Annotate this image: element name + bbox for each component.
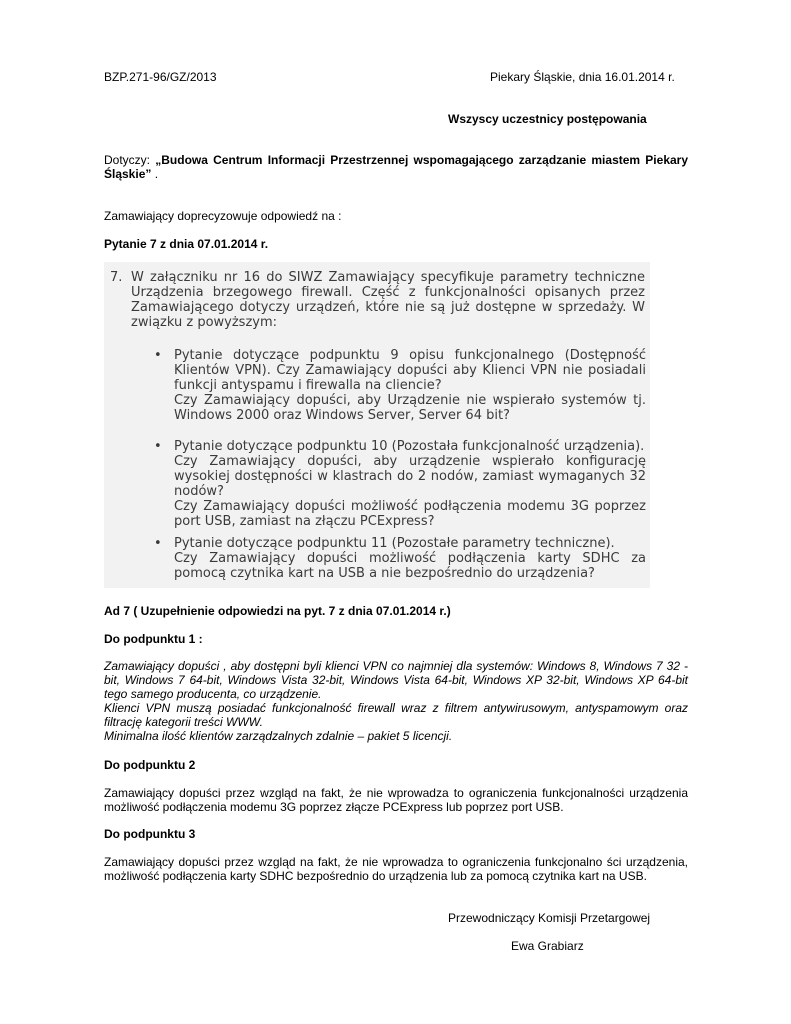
answer-heading: Ad 7 ( Uzupełnienie odpowiedzi na pyt. 7 z dnia 07.01.2014 r.) xyxy=(104,604,451,618)
subpoint-1-para-1: Zamawiający dopuści , aby dostępni byli klienci VPN co najmniej dla systemów: Windows 8, Windows 7 32 -bit, Windows 7 64-bit, Windows Vista 32-bit, Windows Vista 64-bit, Windows XP 32-bit, Windows XP 64-bit tego samego producenta, co urządzenie. xyxy=(104,659,688,701)
scan-item-1-lead: Pytanie dotyczące podpunktu 9 opisu funkcjonalnego (Dostępność Klientów VPN). Czy Zamawiający dopuści aby Klienci VPN nie posiadali funkcji antyspamu i firewalla na cliencie? xyxy=(174,348,646,393)
intro-text: Zamawiający doprecyzowuje odpowiedź na : xyxy=(104,209,342,223)
subject-title: „Budowa Centrum Informacji Przestrzennej wspomagającego zarządzanie miastem Piekary Śląskie” xyxy=(104,153,689,181)
bullet-icon: • xyxy=(154,536,162,551)
scan-item-3-lead: Pytanie dotyczące podpunktu 11 (Pozostałe parametry techniczne). xyxy=(174,536,615,551)
signature-role: Przewodniczący Komisji Przetargowej xyxy=(448,911,651,925)
scan-item-2-lead: Pytanie dotyczące podpunktu 10 (Pozostała funkcjonalność urządzenia). xyxy=(174,439,645,454)
scan-intro: W załączniku nr 16 do SIWZ Zamawiający specyfikuje parametry techniczne Urządzenia brzegowego firewall. Część z funkcjonalności opisanych przez Zamawiającego dotyczy urządzeń, które nie są już dostępne w sprzedaży. W związku z powyższym: xyxy=(131,270,645,330)
reference-number: BZP.271-96/GZ/2013 xyxy=(104,70,217,84)
scan-item-1-follow: Czy Zamawiający dopuści, aby Urządzenie nie wspierało systemów tj. Windows 2000 oraz Windows Server, Server 64 bit? xyxy=(174,393,646,423)
scan-item-3 xyxy=(174,536,646,581)
subpoint-1-heading: Do podpunktu 1 : xyxy=(104,632,203,646)
subject-line xyxy=(104,153,688,181)
scanned-question-excerpt xyxy=(104,262,650,588)
scan-item-2 xyxy=(174,439,646,529)
subpoint-2-heading: Do podpunktu 2 xyxy=(104,758,196,772)
subpoint-1-para-2: Klienci VPN muszą posiadać funkcjonalność firewall wraz z filtrem antywirusowym, antyspamowym oraz filtrację kategorii treści WWW. xyxy=(104,701,688,729)
subpoint-1-body xyxy=(104,659,688,743)
scan-item-3-follow: Czy Zamawiający dopuści możliwość podłączenia karty SDHC za pomocą czytnika kart na USB a nie bezpośrednio do urządzenia? xyxy=(174,551,646,581)
subpoint-3-heading: Do podpunktu 3 xyxy=(104,827,196,841)
scan-item-1 xyxy=(174,348,646,423)
subject-prefix: Dotyczy: xyxy=(104,153,156,167)
bullet-icon: • xyxy=(154,348,162,363)
recipient: Wszyscy uczestnicy postępowania xyxy=(448,112,647,126)
scan-item-2-follow: Czy Zamawiający dopuści, aby urządzenie wspierało konfigurację wysokiej dostępności w klastrach do 2 nodów, zamiast wymaganych 32 nodów? xyxy=(174,454,646,499)
place-date: Piekary Śląskie, dnia 16.01.2014 r. xyxy=(490,70,675,84)
scan-item-2-follow2: Czy Zamawiający dopuści możliwość podłączenia modemu 3G poprzez port USB, zamiast na złączu PCExpress? xyxy=(174,499,646,529)
bullet-icon: • xyxy=(154,439,162,454)
subpoint-1-para-3: Minimalna ilość klientów zarządzalnych zdalnie – pakiet 5 licencji. xyxy=(104,729,453,743)
subpoint-3-body: Zamawiający dopuści przez wzgląd na fakt, że nie wprowadza to ograniczenia funkcjonalno ści urządzenia, możliwość podłączenia karty SDHC bezpośrednio do urządzenia lub za pomocą czytnika kart na USB. xyxy=(104,855,688,883)
subject-suffix: . xyxy=(151,167,159,181)
signature-name: Ewa Grabiarz xyxy=(511,939,584,953)
question-heading: Pytanie 7 z dnia 07.01.2014 r. xyxy=(104,237,269,251)
question-number: 7. xyxy=(110,270,123,285)
subpoint-2-body: Zamawiający dopuści przez wzgląd na fakt, że nie wprowadza to ograniczenia funkcjonalności urządzenia możliwość podłączenia modemu 3G poprzez złącze PCExpress lub poprzez port USB. xyxy=(104,786,688,814)
